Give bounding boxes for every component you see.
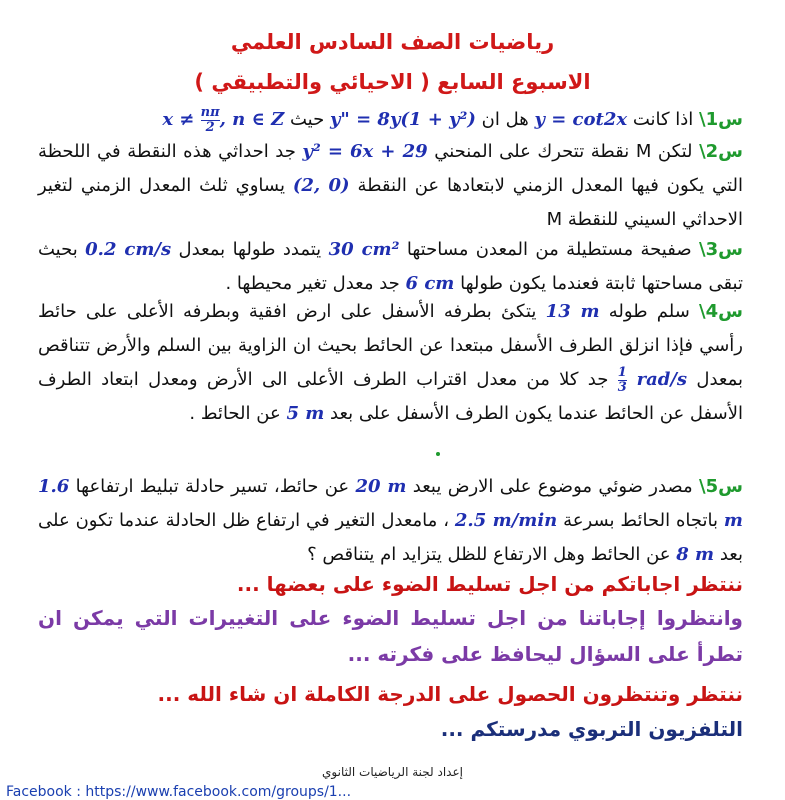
math-expression: 0.2 cm/s	[85, 239, 172, 260]
question-text: مصدر ضوئي موضوع على الارض يبعد	[412, 476, 693, 497]
fraction	[201, 106, 220, 135]
question-3	[38, 233, 743, 301]
question-number: س3\	[699, 239, 743, 260]
note-changes: وانتظروا إجاباتنا من اجل تسليط الضوء على التغييرات التي يمكن ان تطرأ على السؤال ليحافظ على فكرته ...	[38, 606, 743, 666]
fraction-numerator: nπ	[200, 104, 220, 120]
question-text: جد معدل تغير محيطها .	[225, 273, 400, 294]
question-text: حيث	[290, 109, 325, 130]
fraction-numerator: 1	[617, 364, 627, 380]
question-text: اذا كانت	[632, 109, 694, 130]
math-expression: 1.6 m	[38, 476, 743, 531]
math-condition	[162, 104, 285, 135]
question-text: باتجاه الحائط بسرعة	[563, 510, 719, 531]
question-number: س1\	[699, 109, 743, 130]
question-2	[38, 135, 743, 237]
math-expression: 8 m	[676, 544, 715, 565]
math-expression: 20 m	[355, 476, 407, 497]
question-text: عن حائط، تسير حادلة تبليط ارتفاعها	[75, 476, 350, 497]
question-number: س5\	[699, 476, 743, 497]
math-expression: rad/s	[636, 369, 688, 390]
note-full-mark: ننتظر وتنتظرون الحصول على الدرجة الكاملة ان شاء الله ...	[157, 682, 743, 706]
math-expression: y = cot2x	[534, 109, 628, 130]
question-text: ، مامعدل التغير في ارتفاع ظل الحادلة عندما تكون على بعد	[38, 510, 743, 565]
question-text: عن الحائط .	[189, 403, 281, 424]
question-text: جد احداثي هذه النقطة في اللحظة التي يكون فيها المعدل الزمني لابتعادها عن النقطة	[38, 141, 743, 196]
facebook-link[interactable]: Facebook : https://www.facebook.com/groups/1...	[6, 784, 352, 800]
question-text: يتكئ بطرفه الأسفل على ارض افقية وبطرفه الأعلى على حائط رأسي فإذا انزلق الطرف الأسفل مبتعدا عن الحائط بحيث ان الزاوية بين السلم والأرض تتناقص بمعدل	[38, 301, 743, 390]
math-expression: 2.5 m/min	[454, 510, 558, 531]
page-title: رياضيات الصف السادس العلمي	[230, 30, 555, 54]
question-number: س2\	[699, 141, 744, 162]
question-1	[38, 103, 743, 137]
fraction	[618, 366, 627, 395]
question-text: هل ان	[481, 109, 529, 130]
note-answers: ننتظر اجاباتكم من اجل تسليط الضوء على بعضها ...	[236, 572, 743, 596]
math-expression: (2, 0)	[292, 175, 350, 196]
question-4	[38, 295, 743, 431]
fraction-denominator: 3	[617, 379, 627, 395]
fraction-denominator: 2	[205, 119, 215, 135]
question-text: بحيث تبقى مساحتها ثابتة فعندما يكون طولها	[38, 239, 743, 294]
question-text: سلم طوله	[608, 301, 690, 322]
question-text: جد كلا من معدل اقتراب الطرف الأعلى الى الأرض ومعدل ابتعاد الطرف الأسفل عن الحائط عندما يكون الطرف الأسفل على بعد	[38, 369, 743, 424]
math-expression: 5 m	[286, 403, 325, 424]
math-expression: 6 cm	[405, 273, 455, 294]
question-5	[38, 470, 743, 572]
math-expression: 30 cm²	[328, 239, 400, 260]
question-number: س4\	[699, 301, 743, 322]
question-text: عن الحائط وهل الارتفاع للظل يتزايد ام يتناقص ؟	[307, 544, 671, 565]
decorative-dot	[436, 452, 440, 456]
question-text: يساوي ثلث المعدل الزمني لتغير الاحداثي السيني للنقطة M	[38, 175, 743, 230]
math-expression: 13 m	[545, 301, 600, 322]
page-subtitle: ( الاحيائي والتطبيقي ) الاسبوع السابع	[194, 70, 591, 94]
math-expression: y² = 6x + 29	[302, 141, 428, 162]
math-expression: y" = 8y(1 + y²)	[329, 109, 476, 130]
question-text: صفيحة مستطيلة من المعدن مساحتها	[406, 239, 692, 260]
math-expression: x ≠	[162, 109, 201, 130]
footer-credit: إعداد لجنة الرياضيات الثانوي	[322, 765, 463, 779]
math-rate	[617, 364, 688, 395]
question-text: يتمدد طولها بمعدل	[178, 239, 322, 260]
math-expression: , n ∈ Z	[219, 109, 285, 130]
note-tv-school: التلفزيون التربوي مدرستكم ...	[440, 717, 743, 741]
question-text: لتكن M نقطة تتحرك على المنحني	[434, 141, 693, 162]
